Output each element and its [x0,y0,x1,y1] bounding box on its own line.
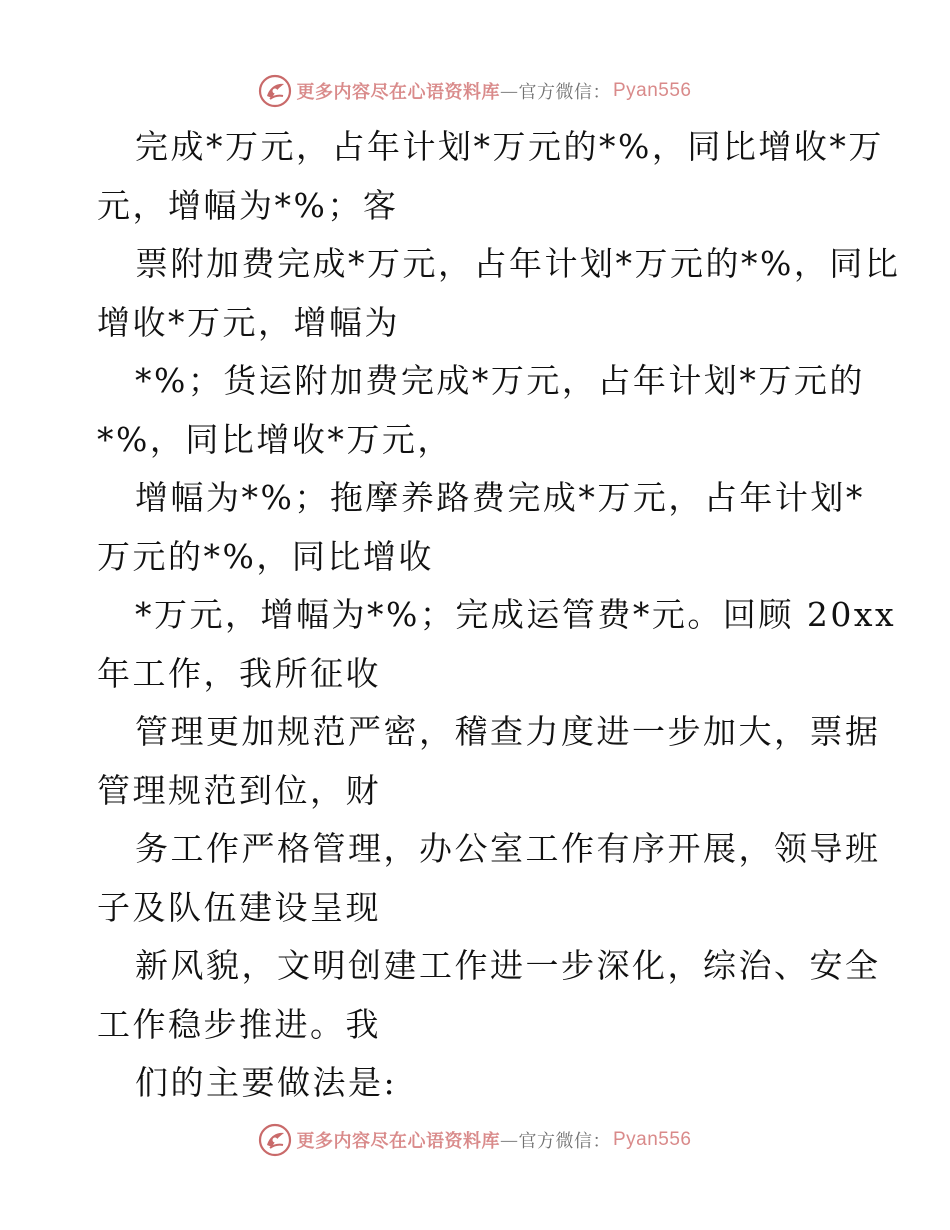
text-line: 们的主要做法是: [135,1063,398,1102]
site-name-text: 更多内容尽在心语资料库 [296,82,500,103]
footer-banner [0,1120,950,1160]
wechat-label: 官方微信： [518,1131,611,1152]
text-line: 完成*万元，占年计划*万元的*%，同比增收*万 [135,127,884,166]
flower-logo-icon [258,1123,292,1157]
banner-separator: — [499,1129,519,1151]
wechat-label: 官方微信： [518,82,611,103]
banner-separator: — [499,80,519,102]
site-name-text: 更多内容尽在心语资料库 [296,1131,500,1152]
text-line: 管理规范到位，财 [97,770,381,810]
text-line: 增收*万元，增幅为 [97,302,400,342]
wechat-id: Pyan556 [612,80,692,101]
text-line: 年工作，我所征收 [97,653,381,693]
text-line: 子及队伍建设呈现 [97,887,381,927]
text-line: 票附加费完成*万元，占年计划*万元的*%，同比 [135,244,901,283]
text-line: 万元的*%，同比增收 [97,536,434,576]
text-line: 元，增幅为*%；客 [97,185,399,225]
text-line: *%，同比增收*万元， [97,419,453,459]
text-line: *万元，增幅为*%；完成运管费*元。回顾 20xx [135,595,897,634]
text-line: 工作稳步推进。我 [97,1004,381,1044]
flower-logo-icon [258,74,292,108]
text-line: 新风貌，文明创建工作进一步深化，综治、安全 [135,946,881,985]
wechat-id: Pyan556 [612,1129,692,1150]
text-line: 增幅为*%；拖摩养路费完成*万元，占年计划* [135,478,865,517]
text-line: 务工作严格管理，办公室工作有序开展，领导班 [135,829,881,868]
text-line: *%；货运附加费完成*万元，占年计划*万元的 [135,361,865,400]
text-line: 管理更加规范严密，稽查力度进一步加大，票据 [135,712,881,751]
header-banner [0,71,950,111]
document-body [97,118,901,1113]
